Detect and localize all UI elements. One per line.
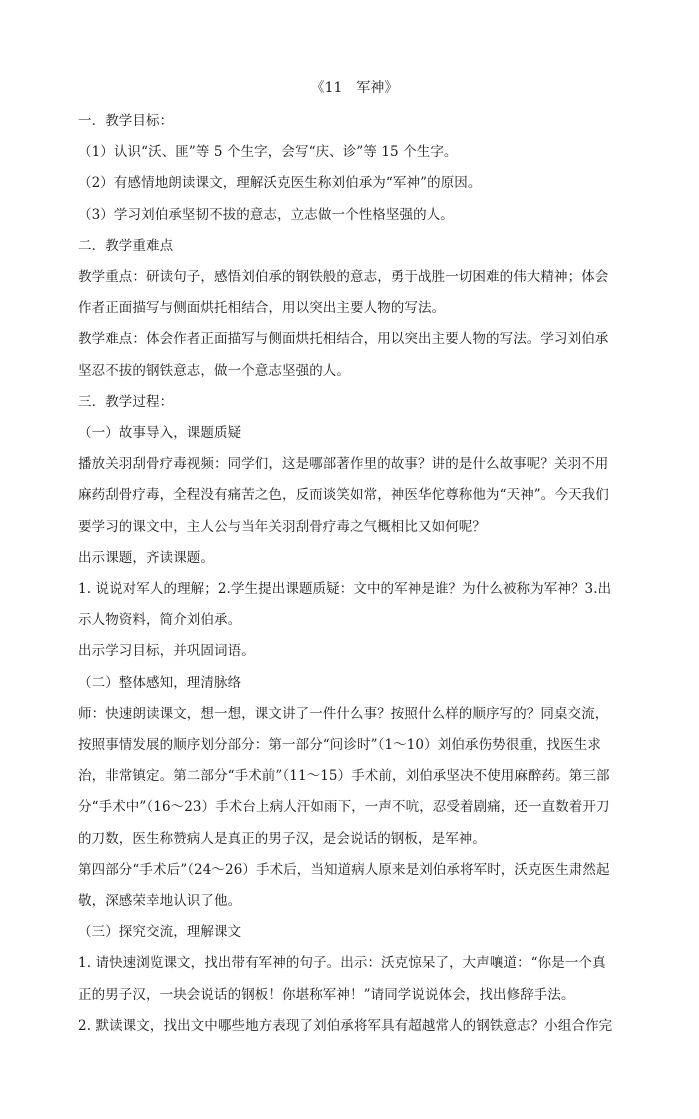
text-line: 1. 请快速浏览课文，找出带有军神的句子。出示：沃克惊呆了，大声嚷道：“你是一个真 bbox=[78, 955, 606, 972]
text-line: 分“手术中”（16～23）手术台上病人汗如雨下，一声不吭，忍受着剧痛，还一直数着开刀 bbox=[78, 799, 610, 816]
text-line: 1. 说说对军人的理解；2.学生提出课题质疑：文中的军神是谁？为什么被称为军神？3.出 bbox=[78, 581, 612, 598]
text-line: 一．教学目标： bbox=[78, 113, 174, 129]
text-line: 2. 默读课文，找出文中哪些地方表现了刘伯承将军具有超越常人的钢铁意志？小组合作完 bbox=[78, 1017, 613, 1034]
text-line: 二．教学重难点 bbox=[78, 237, 174, 254]
text-line: 治，非常镇定。第二部分“手术前”（11～15）手术前，刘伯承坚决不使用麻醉药。第三部 bbox=[78, 768, 610, 785]
text-line: （二）整体感知，理清脉络 bbox=[78, 674, 242, 691]
text-line: 教学难点：体会作者正面描写与侧面烘托相结合，用以突出主要人物的写法。学习刘伯承 bbox=[78, 331, 609, 348]
text-line: 按照事情发展的顺序划分部分：第一部分“问诊时”（1～10）刘伯承伤势很重，找医生求 bbox=[78, 737, 601, 754]
text-line: 坚忍不拔的钢铁意志，做一个意志坚强的人。 bbox=[78, 362, 350, 379]
document-body bbox=[78, 106, 631, 1042]
text-line: （1）认识“沃、匪”等 5 个生字，会写“庆、诊”等 15 个生字。 bbox=[78, 144, 458, 161]
text-line: 师：快速朗读课文，想一想，课文讲了一件什么事？按照什么样的顺序写的？同桌交流， bbox=[78, 705, 609, 722]
text-line: 作者正面描写与侧面烘托相结合，用以突出主要人物的写法。 bbox=[78, 300, 446, 317]
text-line: 示人物资料，简介刘伯承。 bbox=[78, 612, 242, 629]
text-line: 出示课题，齐读课题。 bbox=[78, 549, 214, 566]
text-line: 的刀数，医生称赞病人是真正的男子汉，是会说话的钢板，是军神。 bbox=[78, 830, 486, 847]
text-line: （3）学习刘伯承坚韧不拔的意志，立志做一个性格坚强的人。 bbox=[78, 206, 454, 223]
text-line: （三）探究交流，理解课文 bbox=[78, 924, 242, 941]
text-line: 第四部分“手术后”（24～26）手术后，当知道病人原来是刘伯承将军时，沃克医生肃然起 bbox=[78, 861, 610, 878]
text-line: 正的男子汉，一块会说话的钢板！你堪称军神！”请同学说说体会，找出修辞手法。 bbox=[78, 986, 575, 1003]
text-line: 要学习的课文中，主人公与当年关羽刮骨疗毒之气概相比又如何呢？ bbox=[78, 518, 486, 535]
text-line: 播放关羽刮骨疗毒视频：同学们，这是哪部著作里的故事？讲的是什么故事呢？关羽不用 bbox=[78, 456, 609, 473]
text-line: 教学重点：研读句子，感悟刘伯承的钢铁般的意志，勇于战胜一切困难的伟大精神；体会 bbox=[78, 269, 609, 286]
document-title: 《11 军神》 bbox=[310, 80, 399, 96]
text-line: （2）有感情地朗读课文，理解沃克医生称刘伯承为“军神”的原因。 bbox=[78, 175, 482, 192]
text-line: 敬，深感荣幸地认识了他。 bbox=[78, 893, 242, 910]
text-line: 三．教学过程： bbox=[78, 393, 174, 410]
text-line: （一）故事导入，课题质疑 bbox=[78, 425, 242, 442]
text-line: 出示学习目标，并巩固词语。 bbox=[78, 643, 255, 660]
text-line: 麻药刮骨疗毒，全程没有痛苦之色，反而谈笑如常，神医华佗尊称他为“天神”。今天我们 bbox=[78, 487, 609, 504]
